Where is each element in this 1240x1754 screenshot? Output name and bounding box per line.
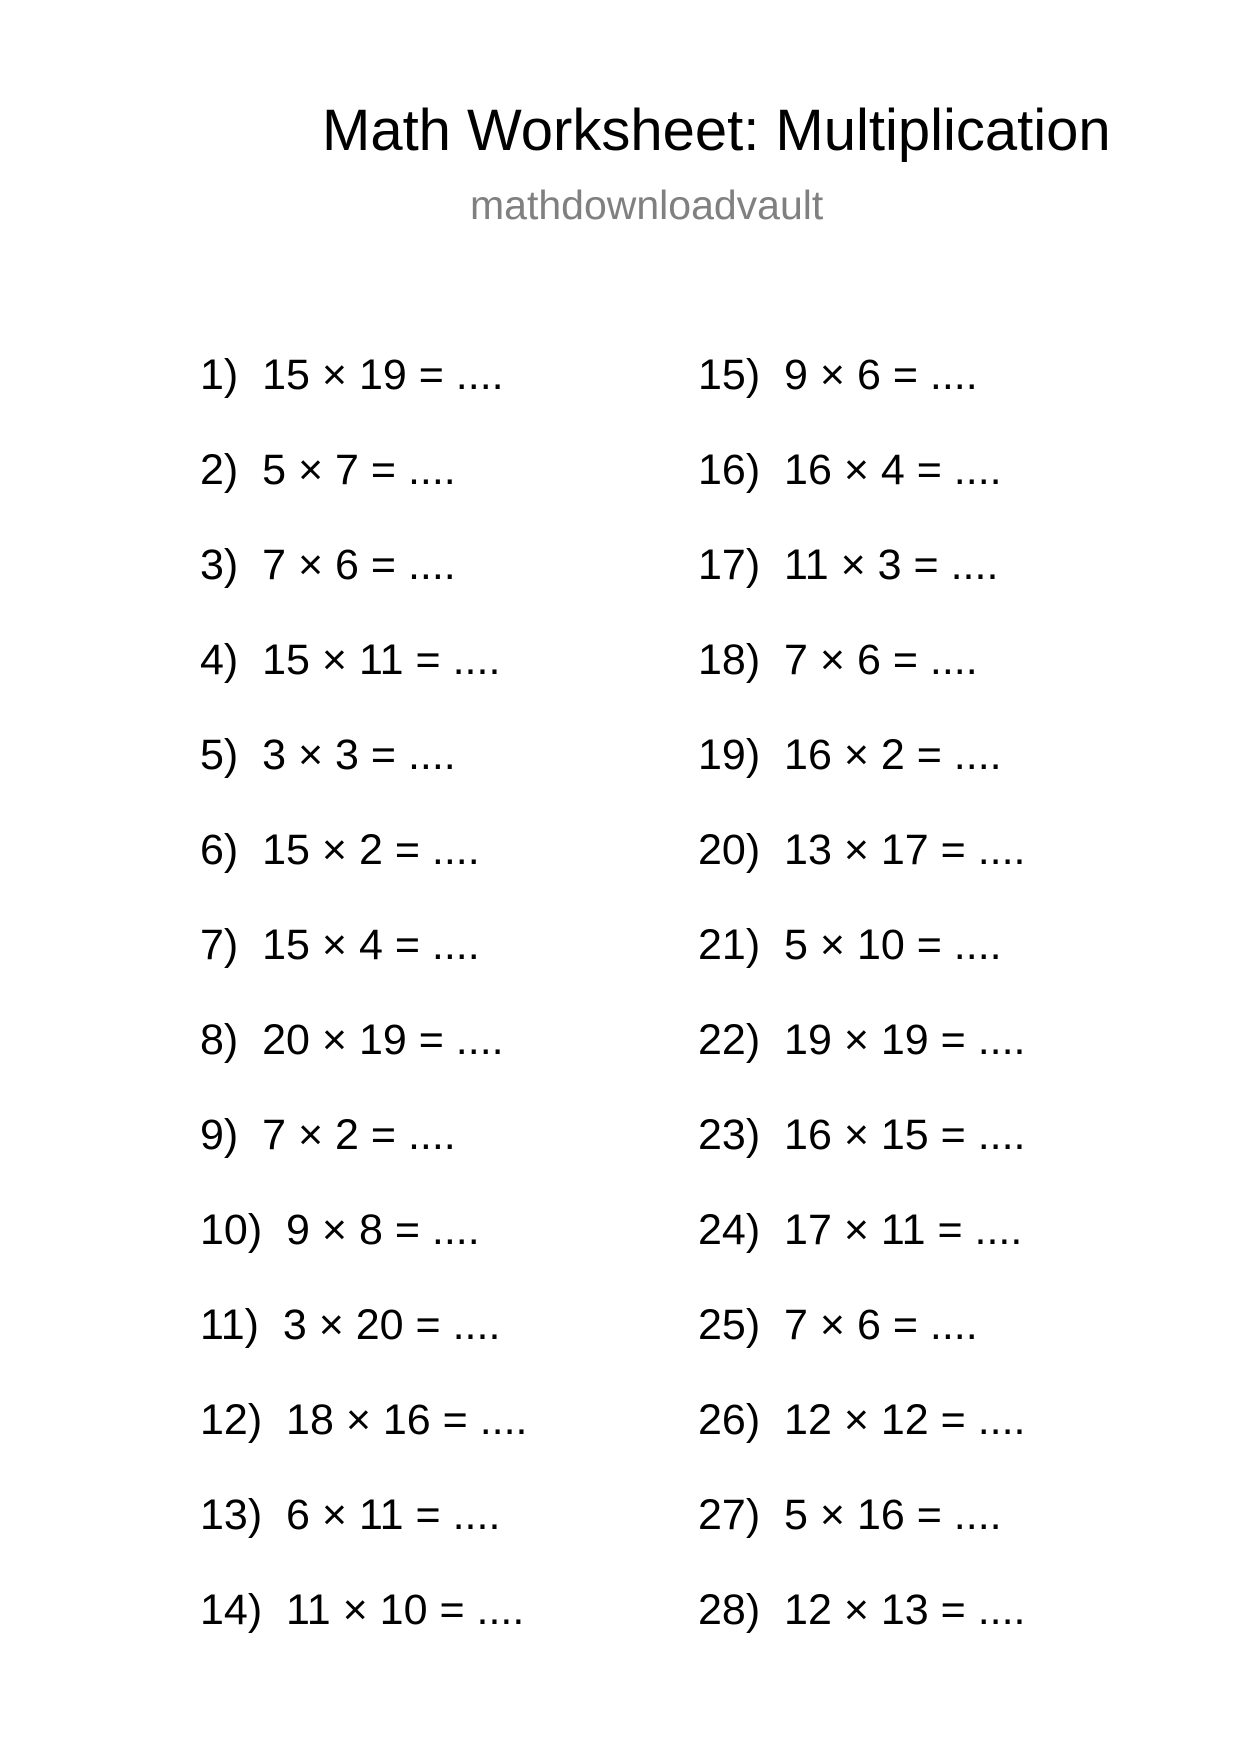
problem-8: 8) 20 × 19 = .... [200, 1016, 504, 1064]
problem-26: 26) 12 × 12 = .... [698, 1396, 1026, 1444]
problem-13: 13) 6 × 11 = .... [200, 1491, 501, 1539]
problem-21: 21) 5 × 10 = .... [698, 921, 1002, 969]
problem-27: 27) 5 × 16 = .... [698, 1491, 1002, 1539]
problem-3: 3) 7 × 6 = .... [200, 541, 456, 589]
problem-17: 17) 11 × 3 = .... [698, 541, 999, 589]
problem-28: 28) 12 × 13 = .... [698, 1586, 1026, 1634]
problem-25: 25) 7 × 6 = .... [698, 1301, 978, 1349]
problem-7: 7) 15 × 4 = .... [200, 921, 480, 969]
problem-19: 19) 16 × 2 = .... [698, 731, 1002, 779]
problem-5: 5) 3 × 3 = .... [200, 731, 456, 779]
problem-15: 15) 9 × 6 = .... [698, 351, 978, 399]
problem-14: 14) 11 × 10 = .... [200, 1586, 525, 1634]
problem-6: 6) 15 × 2 = .... [200, 826, 480, 874]
problem-20: 20) 13 × 17 = .... [698, 826, 1026, 874]
problem-16: 16) 16 × 4 = .... [698, 446, 1002, 494]
problem-10: 10) 9 × 8 = .... [200, 1206, 480, 1254]
problem-column-right [698, 345, 1178, 1675]
page-subtitle: mathdownloadvault [470, 182, 824, 228]
problem-11: 11) 3 × 20 = .... [200, 1301, 501, 1349]
problem-24: 24) 17 × 11 = .... [698, 1206, 1023, 1254]
problem-22: 22) 19 × 19 = .... [698, 1016, 1026, 1064]
problem-12: 12) 18 × 16 = .... [200, 1396, 528, 1444]
problem-list [0, 345, 1240, 1675]
problem-1: 1) 15 × 19 = .... [200, 351, 504, 399]
problem-4: 4) 15 × 11 = .... [200, 636, 501, 684]
problem-18: 18) 7 × 6 = .... [698, 636, 978, 684]
problem-9: 9) 7 × 2 = .... [200, 1111, 456, 1159]
problem-column-left [200, 345, 680, 1675]
problem-2: 2) 5 × 7 = .... [200, 446, 456, 494]
problem-23: 23) 16 × 15 = .... [698, 1111, 1026, 1159]
page-title: Math Worksheet: Multiplication [322, 98, 1111, 163]
